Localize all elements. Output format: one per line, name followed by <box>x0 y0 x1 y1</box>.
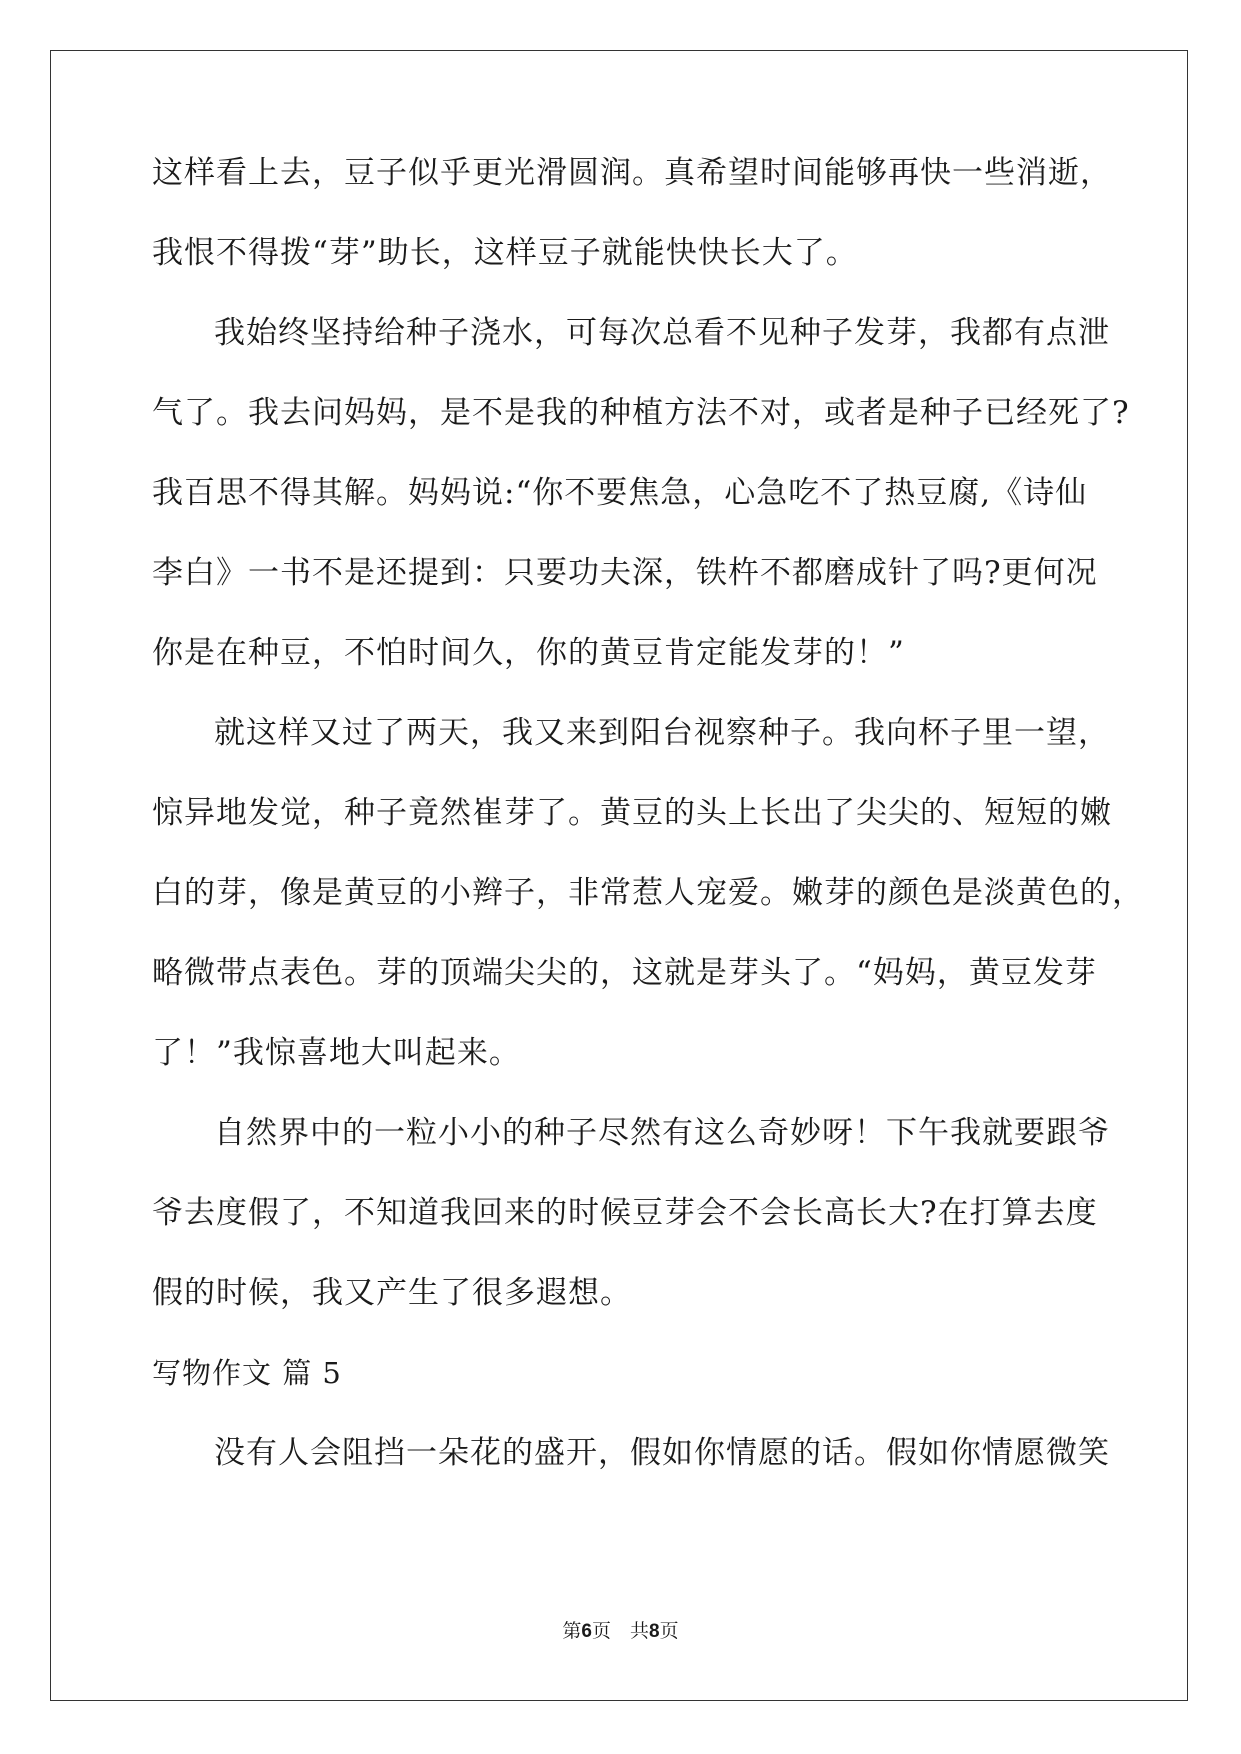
total-page-number: 8 <box>649 1621 660 1642</box>
paragraph-start: 就这样又过了两天，我又来到阳台视察种子。我向杯子里一望， <box>214 715 1110 751</box>
text-line: 你是在种豆，不怕时间久，你的黄豆肯定能发芽的！” <box>152 635 905 671</box>
text-line: 白的芽，像是黄豆的小辫子，非常惹人宠爱。嫩芽的颜色是淡黄色的， <box>152 875 1144 911</box>
footer-mid: 页 共 <box>591 1620 649 1642</box>
text-line: 惊异地发觉，种子竟然崔芽了。黄豆的头上长出了尖尖的、短短的嫩 <box>152 795 1112 831</box>
text-line: 略微带点表色。芽的顶端尖尖的，这就是芽头了。“妈妈，黄豆发芽 <box>152 955 1097 991</box>
text-line: 气了。我去问妈妈，是不是我的种植方法不对，或者是种子已经死了? <box>152 395 1130 431</box>
footer-prefix: 第 <box>562 1620 582 1642</box>
paragraph-start: 没有人会阻挡一朵花的盛开，假如你情愿的话。假如你情愿微笑 <box>214 1435 1110 1471</box>
section-heading: 写物作文 篇 5 <box>152 1356 342 1390</box>
text-line: 假的时候，我又产生了很多遐想。 <box>152 1275 632 1311</box>
paragraph-start: 我始终坚持给种子浇水，可每次总看不见种子发芽，我都有点泄 <box>214 315 1110 351</box>
text-line: 李白》一书不是还提到：只要功夫深，铁杵不都磨成针了吗?更何况 <box>152 555 1098 591</box>
paragraph-start: 自然界中的一粒小小的种子尽然有这么奇妙呀！下午我就要跟爷 <box>214 1115 1110 1151</box>
text-line: 了！”我惊喜地大叫起来。 <box>152 1035 521 1071</box>
footer-suffix: 页 <box>659 1620 679 1642</box>
document-body <box>152 155 1144 1518</box>
current-page-number: 6 <box>581 1621 592 1642</box>
text-line: 我恨不得拨“芽”助长，这样豆子就能快快长大了。 <box>152 235 858 271</box>
text-line: 我百思不得其解。妈妈说:“你不要焦急，心急吃不了热豆腐,《诗仙 <box>152 475 1088 511</box>
text-line: 这样看上去，豆子似乎更光滑圆润。真希望时间能够再快一些消逝， <box>152 155 1112 191</box>
page-footer <box>0 1620 1241 1643</box>
text-line: 爷去度假了，不知道我回来的时候豆芽会不会长高长大?在打算去度 <box>152 1195 1098 1231</box>
